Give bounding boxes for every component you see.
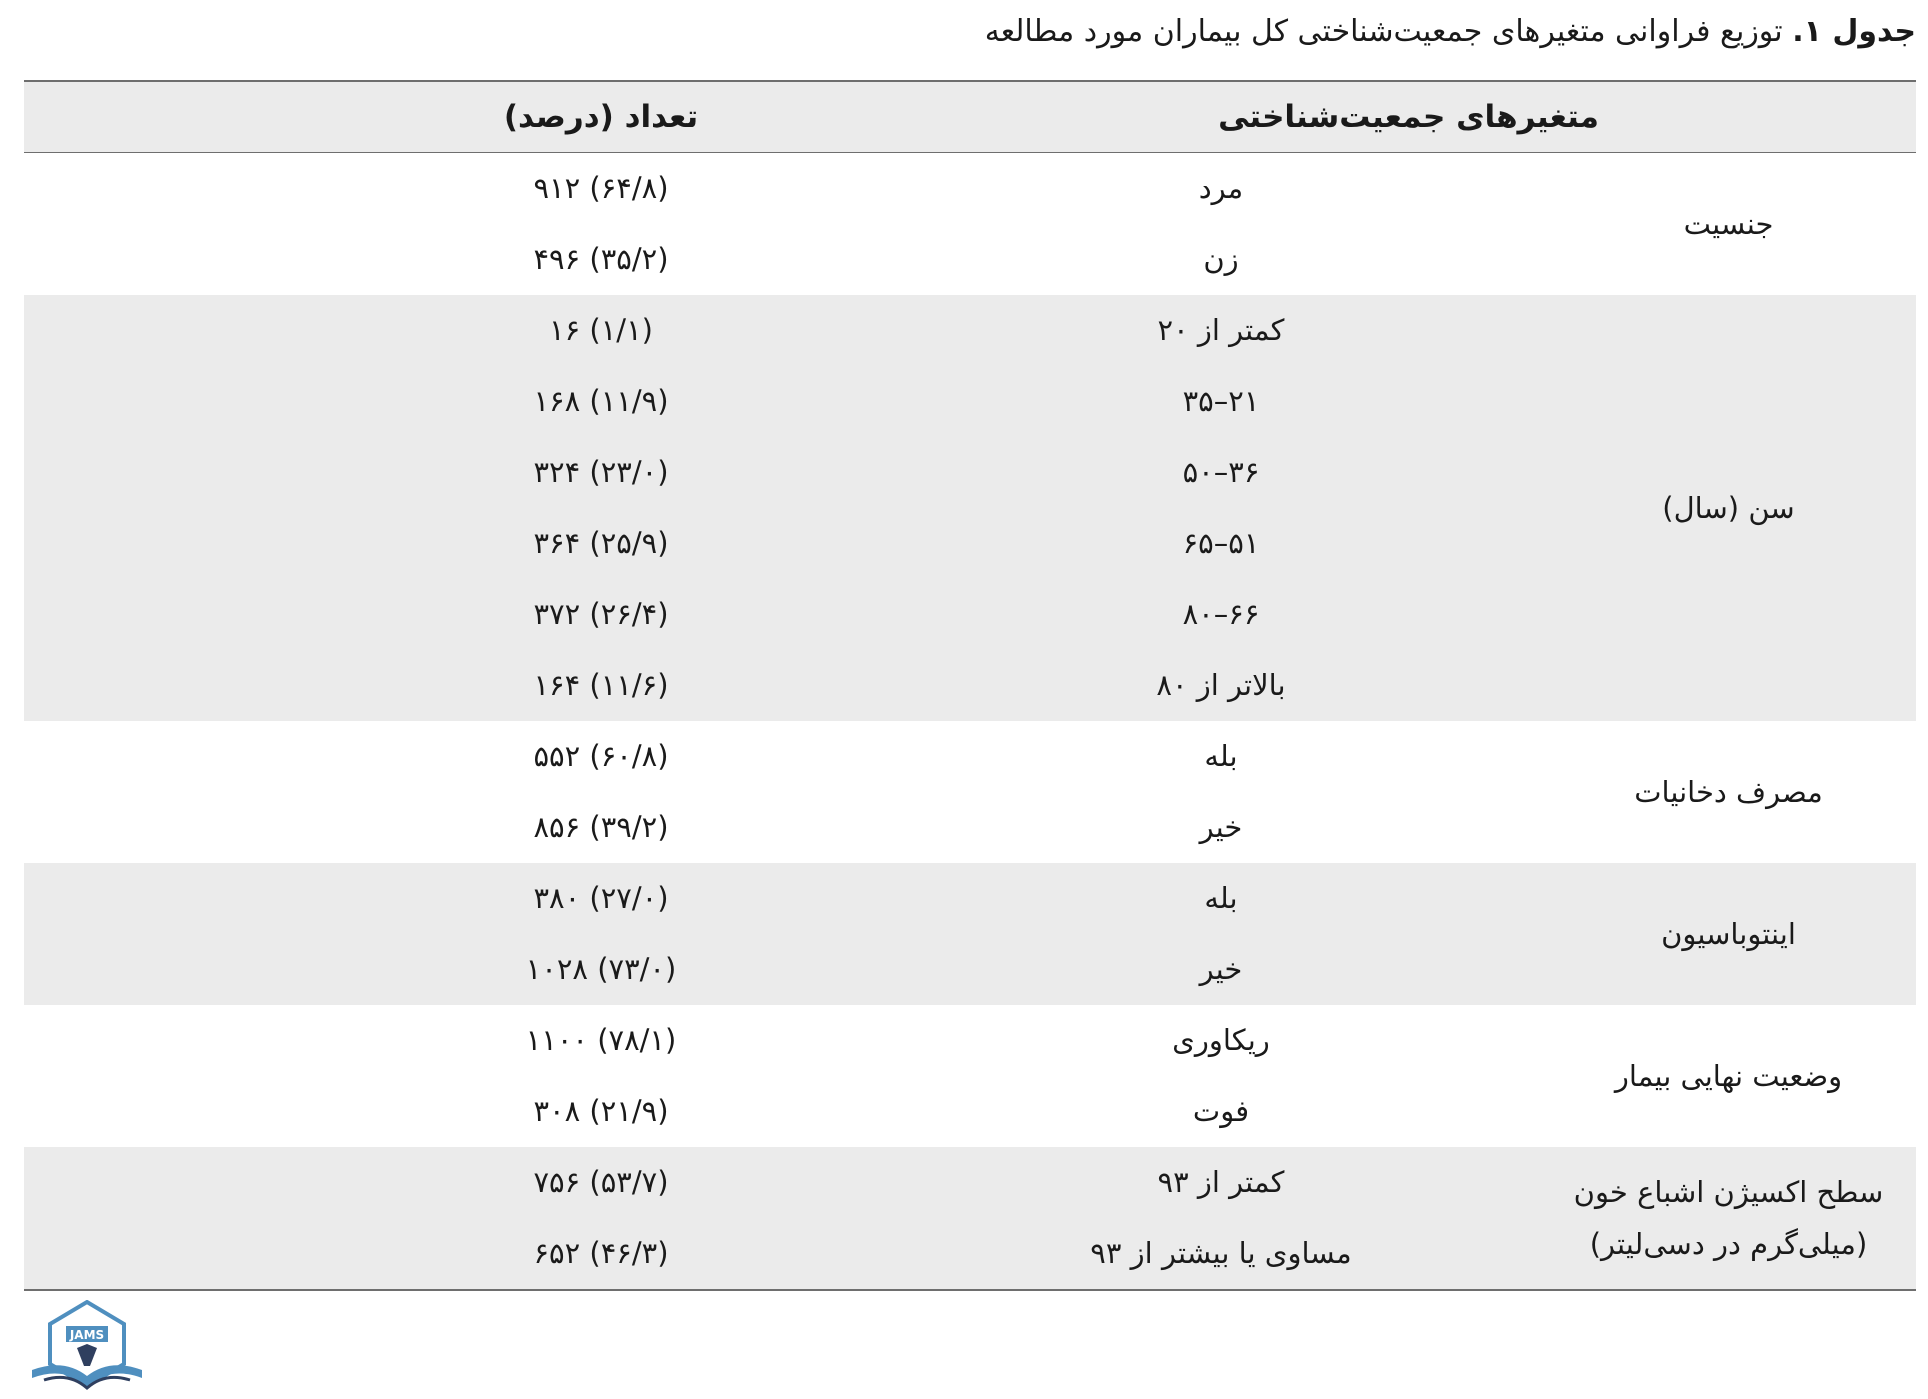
- variable-label: سطح اکسیژن اشباع خون (میلی‌گرم در دسی‌لیتر): [1573, 1175, 1884, 1261]
- caption-text: توزیع فراوانی متغیرهای جمعیت‌شناختی کل بیماران مورد مطالعه: [984, 14, 1783, 49]
- table-group: [24, 295, 1916, 721]
- subcategory-cell: ۶۶–۸۰: [1182, 597, 1260, 631]
- subcategory-cell: ۵۱–۶۵: [1182, 526, 1260, 560]
- table-row: [24, 1147, 1916, 1218]
- variable-label: اینتوباسیون: [1661, 917, 1796, 951]
- subcategory-cell: مرد: [1198, 171, 1244, 205]
- subcategory-cell: مساوی یا بیشتر از ۹۳: [1090, 1236, 1352, 1270]
- table-group: [24, 153, 1916, 295]
- count-cell: ۸۵۶ (۳۹/۲): [533, 810, 669, 844]
- subcategory-cell: بله: [1204, 881, 1238, 915]
- caption-label: جدول ۱.: [1792, 14, 1916, 49]
- table-row: [24, 437, 1916, 508]
- count-cell: ۱۶۴ (۱۱/۶): [533, 668, 669, 702]
- subcategory-cell: فوت: [1192, 1094, 1250, 1128]
- variable-label: وضعیت نهایی بیمار: [1614, 1059, 1843, 1093]
- table-row: [24, 1005, 1916, 1076]
- count-cell: ۳۰۸ (۲۱/۹): [533, 1094, 669, 1128]
- subcategory-cell: خیر: [1199, 810, 1243, 844]
- subcategory-cell: بله: [1204, 739, 1238, 773]
- count-cell: ۳۷۲ (۲۶/۴): [533, 597, 669, 631]
- header-variables: متغیرهای جمعیت‌شناختی: [1218, 99, 1599, 135]
- table-row: [24, 934, 1916, 1005]
- count-cell: ۵۵۲ (۶۰/۸): [533, 739, 669, 773]
- subcategory-cell: ۲۱–۳۵: [1182, 384, 1260, 418]
- table-row: [24, 650, 1916, 721]
- count-cell: ۳۲۴ (۲۳/۰): [533, 455, 669, 489]
- count-cell: ۱۰۲۸ (۷۳/۰): [525, 952, 677, 986]
- table-row: [24, 224, 1916, 295]
- table-row: [24, 863, 1916, 934]
- count-cell: ۳۸۰ (۲۷/۰): [533, 881, 669, 915]
- table-row: [24, 153, 1916, 224]
- table-row: [24, 295, 1916, 366]
- count-cell: ۷۵۶ (۵۳/۷): [533, 1165, 669, 1199]
- subcategory-cell: کمتر از ۲۰: [1157, 313, 1285, 347]
- count-cell: ۱۶ (۱/۱): [549, 313, 653, 347]
- table-row: [24, 579, 1916, 650]
- table-header-row: [24, 82, 1916, 152]
- variable-label: جنسیت: [1683, 207, 1774, 241]
- count-cell: ۶۵۲ (۴۶/۳): [533, 1236, 669, 1270]
- table-group: [24, 863, 1916, 1005]
- table-group: [24, 1005, 1916, 1147]
- table-body: [24, 153, 1916, 1289]
- variable-label: مصرف دخانیات: [1634, 775, 1823, 809]
- subcategory-cell: بالاتر از ۸۰: [1156, 668, 1286, 702]
- variable-label: سن (سال): [1662, 491, 1795, 525]
- table-caption: [985, 14, 1916, 50]
- count-cell: ۳۶۴ (۲۵/۹): [533, 526, 669, 560]
- demographics-table: [24, 80, 1916, 1291]
- table-row: [24, 1076, 1916, 1147]
- table-bottom-rule: [24, 1289, 1916, 1291]
- subcategory-cell: ۳۶–۵۰: [1182, 455, 1260, 489]
- header-count: تعداد (درصد): [503, 99, 699, 135]
- journal-logo-icon: [24, 1300, 150, 1394]
- table-row: [24, 508, 1916, 579]
- count-cell: ۱۱۰۰ (۷۸/۱): [525, 1023, 677, 1057]
- count-cell: ۱۶۸ (۱۱/۹): [533, 384, 669, 418]
- subcategory-cell: ریکاوری: [1172, 1023, 1270, 1057]
- table-row: [24, 366, 1916, 437]
- subcategory-cell: خیر: [1199, 952, 1243, 986]
- subcategory-cell: زن: [1203, 242, 1239, 276]
- table-row: [24, 792, 1916, 863]
- subcategory-cell: کمتر از ۹۳: [1157, 1165, 1285, 1199]
- table-row: [24, 1218, 1916, 1289]
- logo-text: JAMS: [69, 1328, 105, 1342]
- count-cell: ۴۹۶ (۳۵/۲): [533, 242, 669, 276]
- table-group: [24, 1147, 1916, 1289]
- count-cell: ۹۱۲ (۶۴/۸): [533, 171, 669, 205]
- table-row: [24, 721, 1916, 792]
- table-group: [24, 721, 1916, 863]
